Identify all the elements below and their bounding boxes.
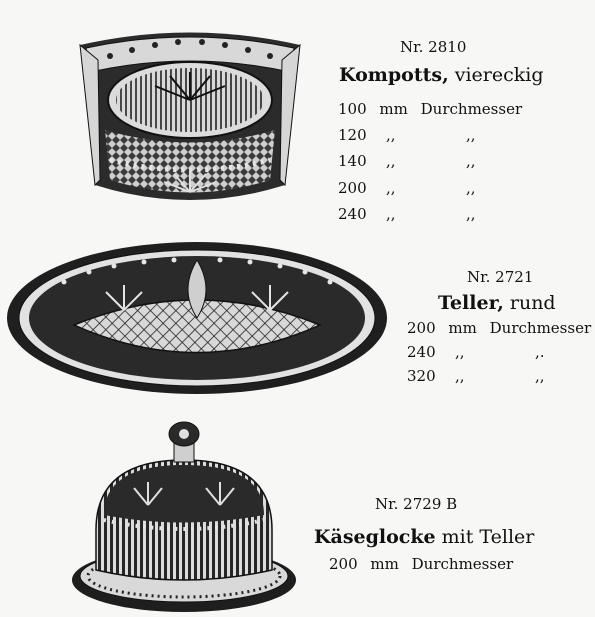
item1-row-ditto: ,, bbox=[466, 126, 476, 144]
item2-first-line bbox=[407, 321, 591, 336]
item1-row bbox=[338, 154, 476, 169]
compote-bowl-illustration bbox=[60, 20, 320, 210]
item2-row-ditto: ,, bbox=[535, 367, 545, 385]
item2-row-size: 320 bbox=[407, 367, 436, 385]
item1-number: Nr. 2810 bbox=[400, 38, 467, 56]
item2-title bbox=[438, 294, 556, 313]
item1-first-label: Durchmesser bbox=[420, 100, 523, 118]
round-plate-illustration bbox=[4, 240, 390, 398]
item1-row-ditto: ,, bbox=[386, 205, 396, 223]
item3-first-size: 200 bbox=[329, 555, 358, 573]
item2-row-ditto: ,, bbox=[455, 343, 465, 361]
item1-row-size: 240 bbox=[338, 205, 367, 223]
item1-row-ditto: ,, bbox=[386, 179, 396, 197]
item1-row-ditto: ,, bbox=[466, 152, 476, 170]
item2-row bbox=[407, 345, 545, 360]
item1-row-ditto: ,, bbox=[466, 179, 476, 197]
item2-first-label: Durchmesser bbox=[489, 319, 592, 337]
item2-first-size: 200 bbox=[407, 319, 436, 337]
item1-desc: viereckig bbox=[454, 64, 544, 86]
item2-name: Teller, bbox=[438, 292, 504, 314]
item2-row-ditto: ,, bbox=[455, 367, 465, 385]
item1-name: Kompotts, bbox=[339, 64, 449, 86]
item1-row-size: 120 bbox=[338, 126, 367, 144]
item1-first-line bbox=[338, 102, 522, 117]
item1-row-ditto: ,, bbox=[386, 152, 396, 170]
item1-row-size: 140 bbox=[338, 152, 367, 170]
item1-first-size: 100 bbox=[338, 100, 367, 118]
item2-row bbox=[407, 369, 545, 384]
item1-row-size: 200 bbox=[338, 179, 367, 197]
item2-row-size: 240 bbox=[407, 343, 436, 361]
item1-title bbox=[339, 66, 544, 85]
cheese-dome-illustration bbox=[68, 420, 300, 615]
item2-row-ditto: ,. bbox=[535, 343, 545, 361]
item1-row bbox=[338, 207, 476, 222]
item3-number: Nr. 2729 B bbox=[375, 495, 458, 513]
item3-first-unit: mm bbox=[370, 555, 399, 573]
item1-row-ditto: ,, bbox=[466, 205, 476, 223]
item2-number: Nr. 2721 bbox=[467, 268, 534, 286]
item3-first-label: Durchmesser bbox=[411, 555, 514, 573]
item2-first-unit: mm bbox=[448, 319, 477, 337]
item3-desc: mit Teller bbox=[441, 526, 535, 548]
item2-desc: rund bbox=[509, 292, 556, 314]
item3-name: Käseglocke bbox=[314, 526, 436, 548]
item3-first-line bbox=[329, 557, 513, 572]
item1-first-unit: mm bbox=[379, 100, 408, 118]
item1-row-ditto: ,, bbox=[386, 126, 396, 144]
item1-row bbox=[338, 181, 476, 196]
item1-row bbox=[338, 128, 476, 143]
item3-title bbox=[314, 528, 534, 547]
